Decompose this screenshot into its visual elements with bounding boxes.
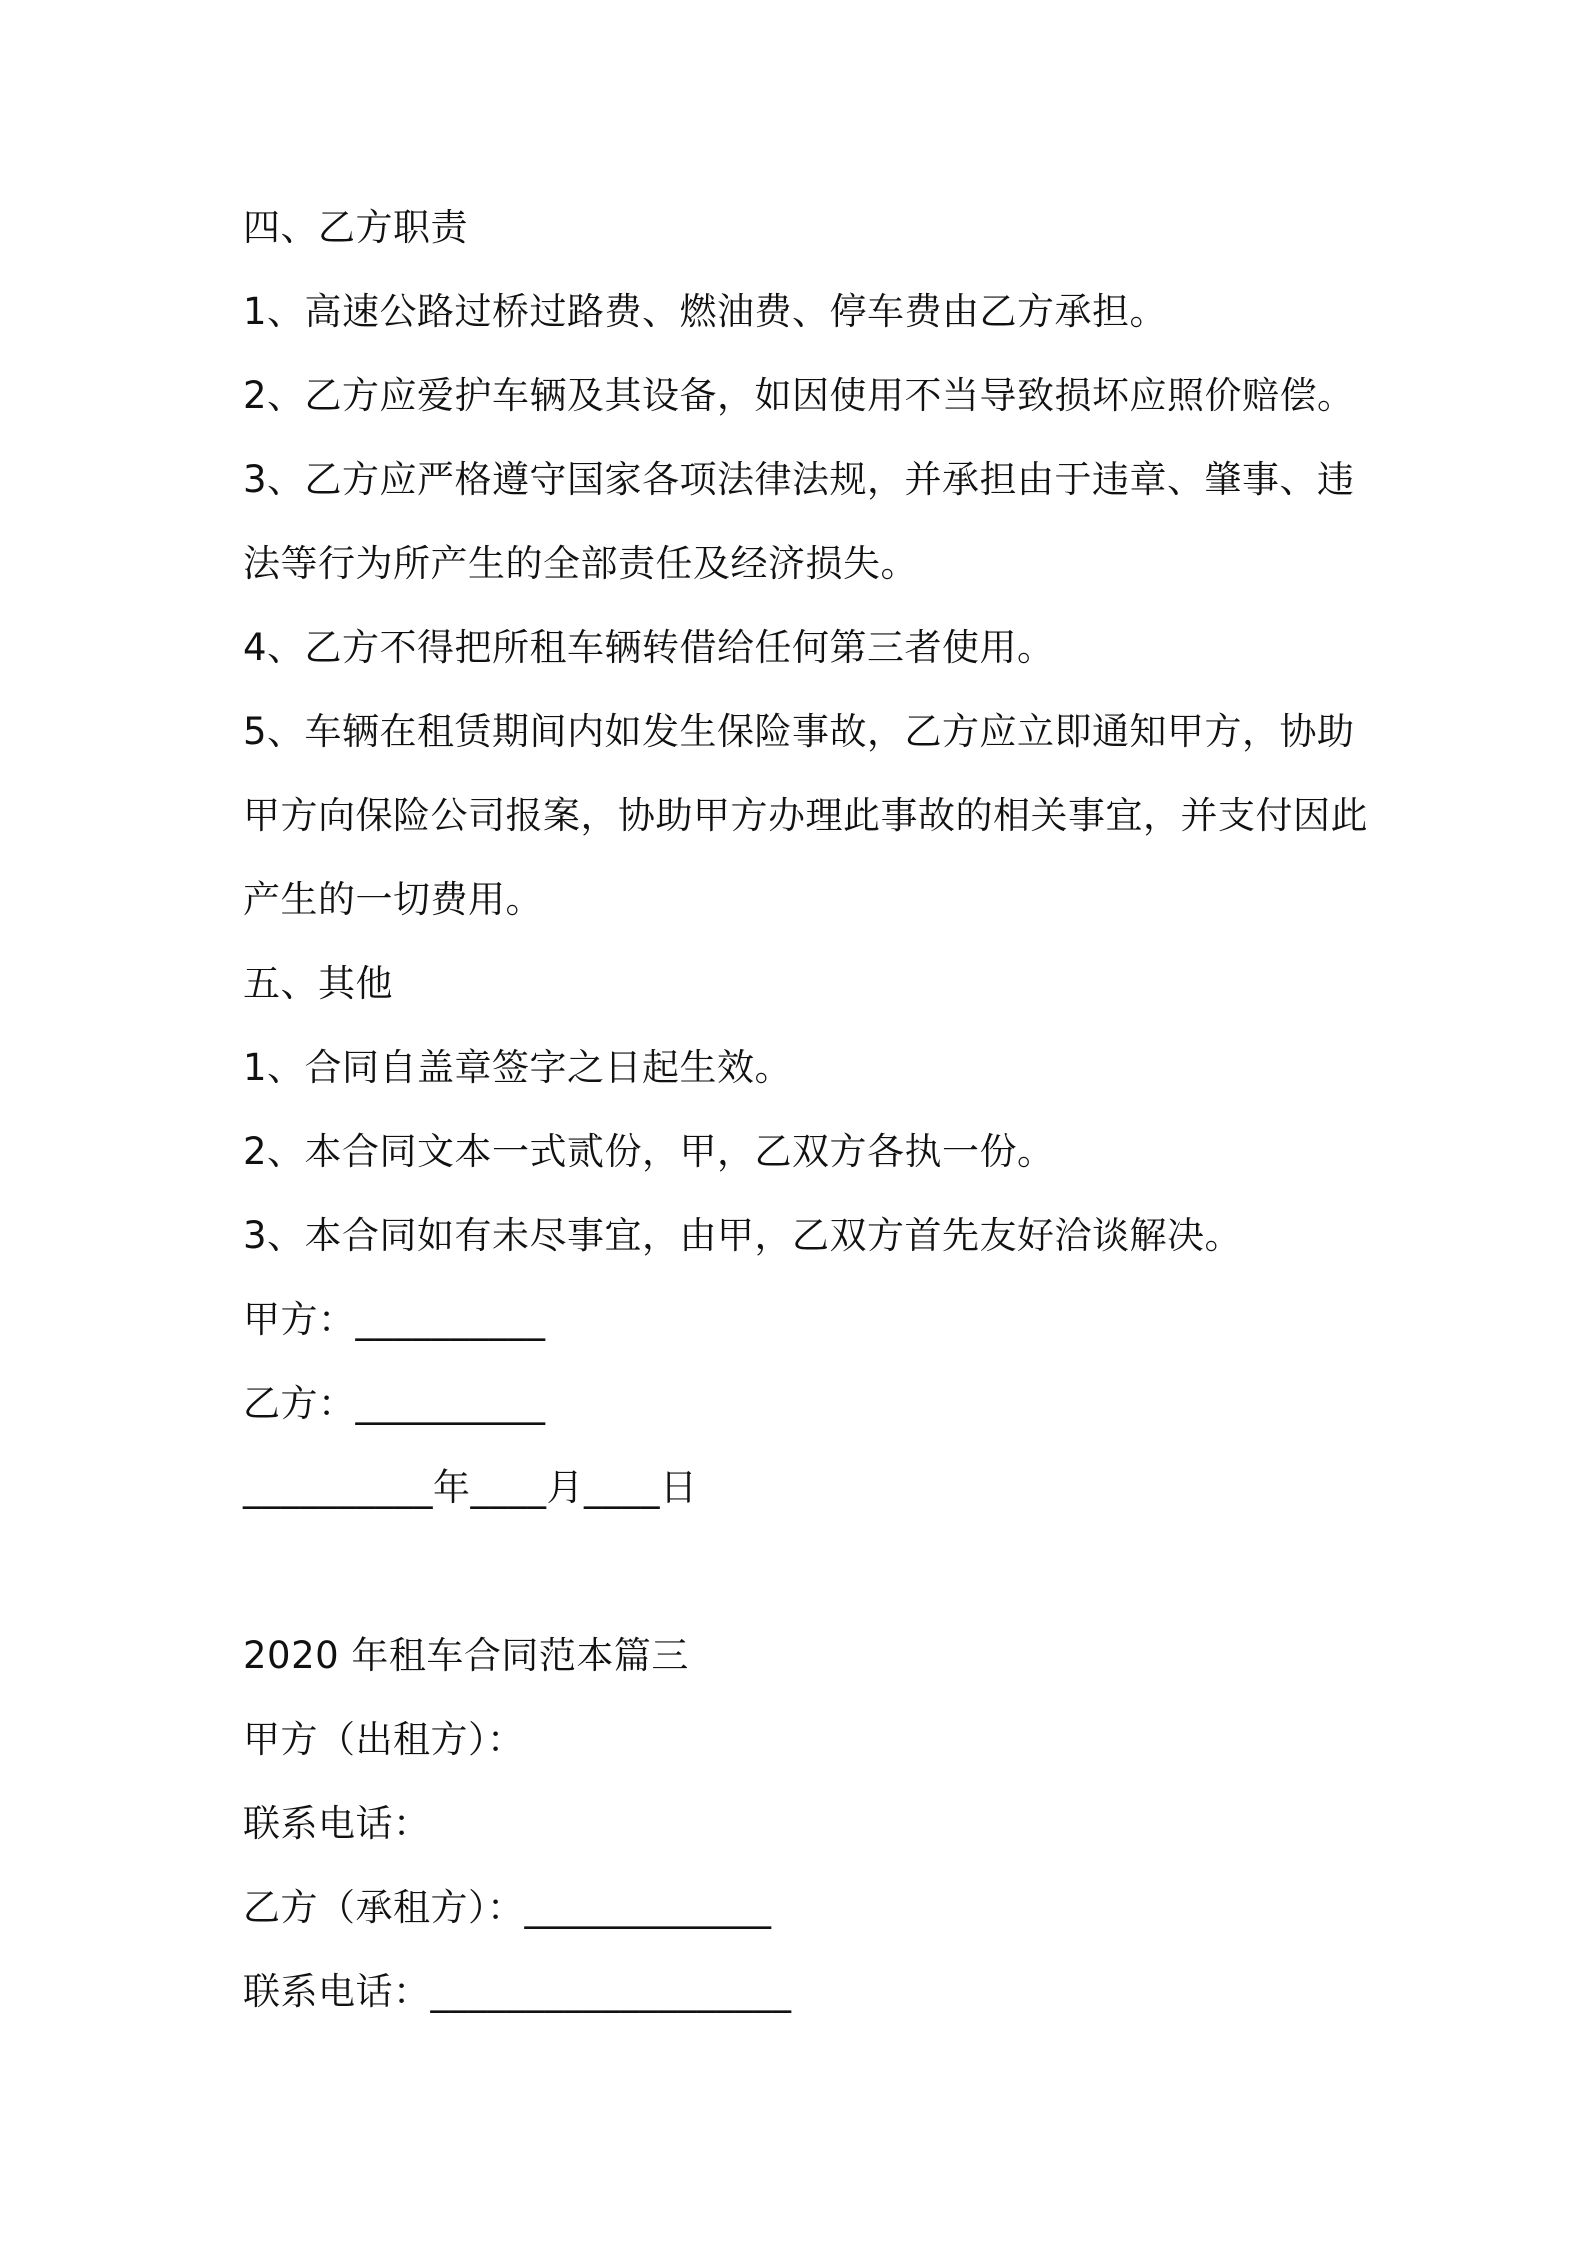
party-a-signature-line: 甲方：__________ [243,1298,546,1341]
clause-b-5-line-3: 产生的一切费用。 [243,878,543,921]
lessor-field: 甲方（出租方）： [243,1718,525,1761]
lessor-phone-field: 联系电话： [243,1802,431,1845]
clause-other-3: 3、本合同如有未尽事宜，由甲，乙双方首先友好洽谈解决。 [243,1214,1243,1257]
clause-b-2: 2、乙方应爱护车辆及其设备，如因使用不当导致损坏应照价赔偿。 [243,374,1355,417]
new-contract-title: 2020 年租车合同范本篇三 [243,1634,689,1677]
clause-other-2: 2、本合同文本一式贰份，甲，乙双方各执一份。 [243,1130,1055,1173]
clause-b-3-line-2: 法等行为所产生的全部责任及经济损失。 [243,542,918,585]
date-line: __________年____月____日 [243,1466,698,1509]
clause-b-5-line-2: 甲方向保险公司报案，协助甲方办理此事故的相关事宜，并支付因此 [243,794,1368,837]
section-heading-other: 五、其他 [243,962,393,1005]
section-heading-party-b-duties: 四、乙方职责 [243,206,468,249]
lessee-field: 乙方（承租方）：_____________ [243,1886,772,1929]
clause-b-3-line-1: 3、乙方应严格遵守国家各项法律法规，并承担由于违章、肇事、违 [243,458,1355,501]
clause-other-1: 1、合同自盖章签字之日起生效。 [243,1046,793,1089]
party-b-signature-line: 乙方：__________ [243,1382,546,1425]
clause-b-5-line-1: 5、车辆在租赁期间内如发生保险事故，乙方应立即通知甲方，协助 [243,710,1355,753]
clause-b-1: 1、高速公路过桥过路费、燃油费、停车费由乙方承担。 [243,290,1168,333]
clause-b-4: 4、乙方不得把所租车辆转借给任何第三者使用。 [243,626,1055,669]
lessee-phone-field: 联系电话：___________________ [243,1970,792,2013]
